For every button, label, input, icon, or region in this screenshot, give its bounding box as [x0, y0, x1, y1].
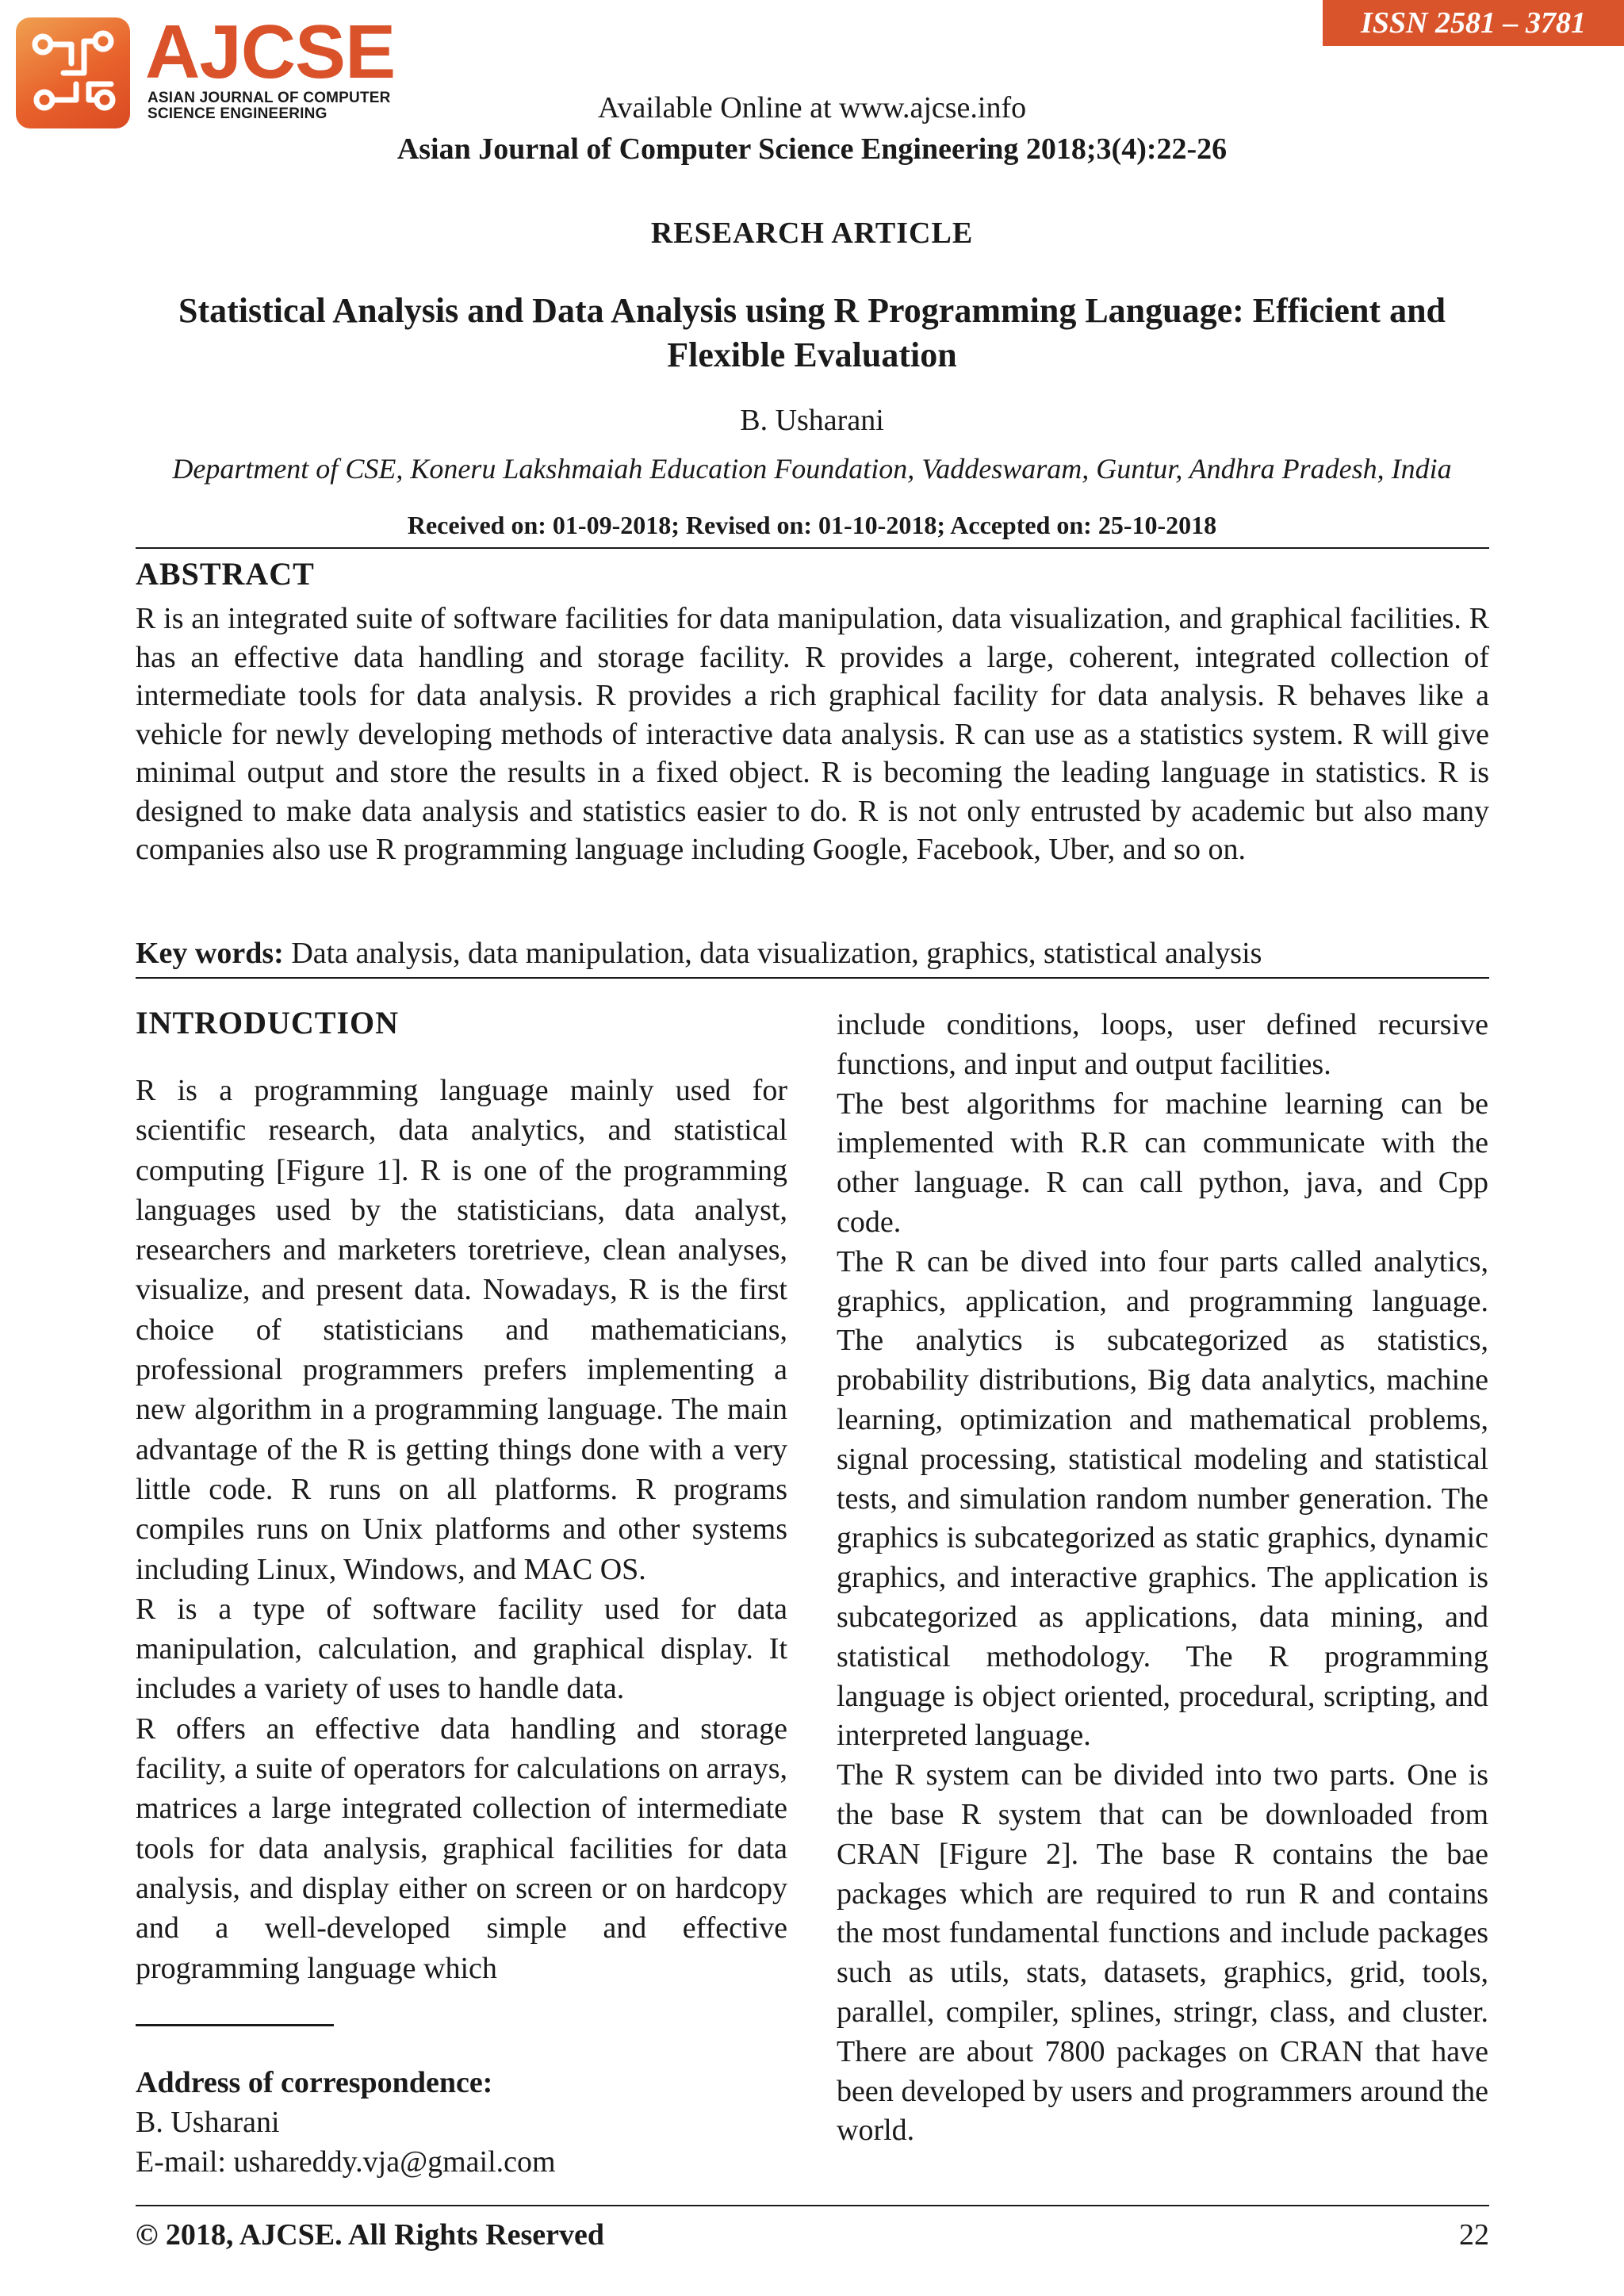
keywords	[136, 934, 1489, 972]
introduction-heading: INTRODUCTION	[136, 1005, 400, 1041]
article-title: Statistical Analysis and Data Analysis using R Programming Language: Efficient and Flexible Evaluation	[178, 291, 1446, 374]
available-online: Available Online at www.ajcse.info	[597, 91, 1027, 125]
keywords-label: Key words:	[136, 937, 284, 970]
article-dates: Received on: 01-09-2018; Revised on: 01-10-2018; Accepted on: 25-10-2018	[407, 511, 1217, 539]
journal-logo-subtitle: ASIAN JOURNAL OF COMPUTER SCIENCE ENGINEERING	[147, 90, 391, 122]
abstract-text: R is an integrated suite of software facilities for data manipulation, data visualization, and graphical facilities. R has an effective data handling and storage facility. R provides a large, coherent, integrated collection of intermediate tools for data analysis. R provides a rich graphical facility for data analysis. R behaves like a vehicle for newly developing methods of interactive data analysis. R can use as a statistics system. R will give minimal output and store the results in a fixed object. R is becoming the leading language in statistics. R is designed to make data analysis and statistics easier to do. R is not only entrusted by academic but also many companies also use R programming language including Google, Facebook, Uber, and so on.	[136, 602, 1489, 866]
divider	[136, 547, 1489, 549]
paragraph: The R can be dived into four parts called analytics, graphics, application, and programming language. The analytics is subcategorized as statistics, probability distributions, Big data analytics, machine learning, optimization and mathematical problems, signal processing, statistical modeling and statistical tests, and simulation random number generation. The graphics is subcategorized as static graphics, dynamic graphics, and interactive graphics. The application is subcategorized as applications, data mining, and statistical methodology. The R programming language is object oriented, procedural, scripting, and interpreted language.	[837, 1244, 1488, 1753]
correspondence-name: B. Usharani	[136, 2106, 280, 2139]
intro-right-column	[837, 1006, 1488, 2151]
paragraph: The best algorithms for machine learning can be implemented with R.R can communicate with the other language. R can call python, java, and Cpp code.	[837, 1087, 1488, 1239]
copyright: © 2018, AJCSE. All Rights Reserved	[136, 2218, 605, 2252]
paragraph: R is a programming language mainly used for scientific research, data analytics, and statistical computing [Figure 1]. R is one of the programming languages used by the statisticians, data analyst, researchers and marketers toretrieve, clean analyses, visualize, and present data. Nowadays, R is the first choice of statisticians and mathematicians, professional programmers prefers implementing a new algorithm in a programming language. The main advantage of the R is getting things done with a very little code. R runs on all platforms. R programs compiles runs on Unix platforms and other systems including Linux, Windows, and MAC OS.	[136, 1074, 787, 1586]
paragraph: R is a type of software facility used for data manipulation, calculation, and graphical display. It includes a variety of uses to handle data.	[136, 1592, 787, 1706]
abstract-heading: ABSTRACT	[136, 556, 315, 592]
paragraph: R offers an effective data handling and storage facility, a suite of operators for calculations on arrays, matrices a large integrated collection of intermediate tools for data analysis, graphical facilities for data analysis, and display either on screen or on hardcopy and a well-developed simple and effective programming language which	[136, 1711, 787, 1985]
keywords-text: Data analysis, data manipulation, data visualization, graphics, statistical analysis	[283, 937, 1262, 970]
footer-divider	[136, 2205, 1489, 2206]
paragraph: include conditions, loops, user defined recursive functions, and input and output facilities.	[837, 1008, 1488, 1081]
intro-left-column	[136, 1071, 787, 1988]
page-number: 22	[1459, 2218, 1489, 2252]
correspondence-email: E-mail: ushareddy.vja@gmail.com	[136, 2145, 556, 2179]
divider	[136, 977, 1489, 979]
article-author: B. Usharani	[740, 404, 884, 437]
issn-badge: ISSN 2581 – 3781	[1323, 0, 1624, 46]
paragraph: The R system can be divided into two parts. One is the base R system that can be downloaded from CRAN [Figure 2]. The base R contains the bae packages which are required to run R and contains the most fundamental functions and include packages such as utils, stats, datasets, graphics, grid, tools, parallel, compiler, splines, stringr, class, and cluster. There are about 7800 packages on CRAN that have been developed by users and programmers around the world.	[837, 1758, 1488, 2148]
correspondence-heading: Address of correspondence:	[136, 2066, 493, 2099]
journal-citation: Asian Journal of Computer Science Engineering 2018;3(4):22-26	[396, 132, 1228, 166]
article-type: RESEARCH ARTICLE	[650, 217, 974, 250]
article-affiliation: Department of CSE, Koneru Lakshmaiah Education Foundation, Vaddeswaram, Guntur, Andhra Pradesh, India	[172, 453, 1452, 485]
footnote-rule	[136, 2024, 334, 2026]
journal-logo-text: AJCSE	[145, 10, 396, 94]
